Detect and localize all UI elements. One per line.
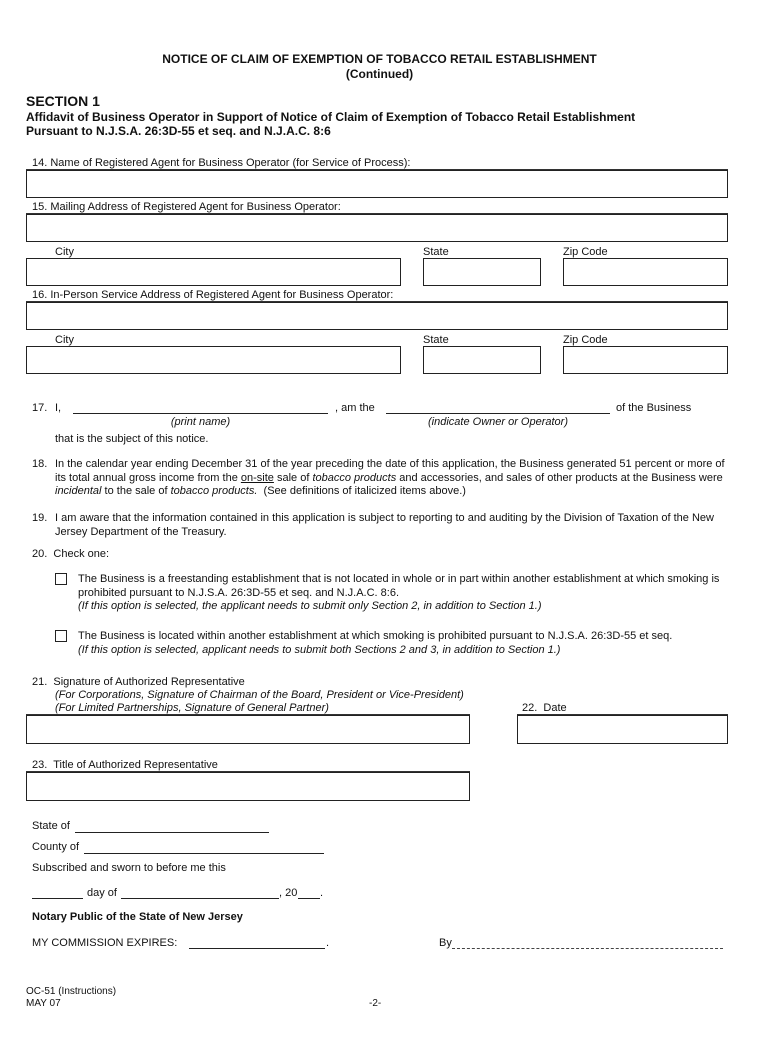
option2-note: (If this option is selected, applicant needs to submit both Sections 2 and 3, in addition to Section 1.) xyxy=(78,644,561,656)
registered-agent-name-field[interactable] xyxy=(26,170,728,198)
page-subtitle: (Continued) xyxy=(345,67,414,81)
year-line[interactable] xyxy=(298,886,320,899)
q18-text: In the calendar year ending December 31 of the year preceding the date of this application, the Business generated 51 percent or more of its total annual gross income from the on-site sale of tobacco products and accessories, and sales of other products at the Business were incidental to the sale of tobacco products. (See definitions of italicized items above.) xyxy=(55,458,725,497)
q21-note-corporations: (For Corporations, Signature of Chairman of the Board, President or Vice-President) xyxy=(55,689,464,701)
option2-text: The Business is located within another establishment at which smoking is prohibited pursuant to N.J.S.A. 26:3D-55 et seq. xyxy=(78,630,673,642)
q19-text: I am aware that the information contained in this application is subject to reporting to and auditing by the Division of Taxation of the New Jersey Department of the Treasury. xyxy=(55,512,714,538)
service-city-field[interactable] xyxy=(26,346,401,374)
service-zip-label: Zip Code xyxy=(563,334,608,346)
service-address-field[interactable] xyxy=(26,302,728,330)
county-of-label: County of xyxy=(32,841,80,853)
day-period: . xyxy=(320,887,324,899)
title-field[interactable] xyxy=(26,772,470,801)
mailing-address-field[interactable] xyxy=(26,214,728,242)
day-of-label: day of xyxy=(87,887,117,899)
owner-operator-line[interactable] xyxy=(386,400,610,414)
q21-note-partnerships: (For Limited Partnerships, Signature of General Partner) xyxy=(55,702,329,714)
service-zip-field[interactable] xyxy=(563,346,728,374)
mailing-city-label: City xyxy=(55,246,74,258)
page-title: NOTICE OF CLAIM OF EXEMPTION OF TOBACCO RETAIL ESTABLISHMENT xyxy=(162,52,597,66)
state-of-label: State of xyxy=(32,820,70,832)
q14-label: 14. Name of Registered Agent for Business Operator (for Service of Process): xyxy=(32,157,411,169)
form-date: MAY 07 xyxy=(26,998,61,1009)
option1-note: (If this option is selected, the applicant needs to submit only Section 2, in addition to Section 1.) xyxy=(78,600,542,612)
service-city-label: City xyxy=(55,334,74,346)
service-state-label: State xyxy=(423,334,449,346)
mailing-state-label: State xyxy=(423,246,449,258)
q16-label: 16. In-Person Service Address of Registered Agent for Business Operator: xyxy=(32,289,394,301)
mailing-zip-field[interactable] xyxy=(563,258,728,286)
mailing-zip-label: Zip Code xyxy=(563,246,608,258)
commission-period: . xyxy=(326,937,330,949)
month-line[interactable] xyxy=(121,886,279,899)
print-name-caption: (print name) xyxy=(170,416,231,428)
signature-field[interactable] xyxy=(26,715,470,744)
commission-label: MY COMMISSION EXPIRES: xyxy=(32,937,178,949)
county-of-line[interactable] xyxy=(84,841,324,854)
freestanding-checkbox[interactable] xyxy=(55,573,67,585)
q17-number: 17. xyxy=(32,402,48,414)
q21-label: 21. Signature of Authorized Representative xyxy=(32,676,245,688)
mailing-city-field[interactable] xyxy=(26,258,401,286)
q17-suffix: of the Business xyxy=(616,402,692,414)
print-name-line[interactable] xyxy=(73,400,328,414)
notary-title: Notary Public of the State of New Jersey xyxy=(32,911,243,923)
owner-operator-caption: (indicate Owner or Operator) xyxy=(428,416,568,428)
date-field[interactable] xyxy=(517,715,728,744)
form-id: OC-51 (Instructions) xyxy=(26,986,117,997)
section-heading: SECTION 1 xyxy=(26,93,100,109)
q17-prefix: I, xyxy=(55,402,62,414)
option1-text: The Business is a freestanding establishment that is not located in whole or in part within another establishment at which smoking is prohibited pursuant to N.J.S.A. 26:3D-55 et seq. and N.J.A.C. 8:6. xyxy=(78,573,720,599)
day-line[interactable] xyxy=(32,886,83,899)
q23-label: 23. Title of Authorized Representative xyxy=(32,759,218,771)
q20-label: 20. Check one: xyxy=(32,548,110,560)
by-signature-line[interactable] xyxy=(452,936,723,949)
service-state-field[interactable] xyxy=(423,346,541,374)
subscribed-text: Subscribed and sworn to before me this xyxy=(32,862,226,874)
located-within-checkbox[interactable] xyxy=(55,630,67,642)
section-description-line2: Pursuant to N.J.S.A. 26:3D-55 et seq. and N.J.A.C. 8:6 xyxy=(26,124,331,138)
page-number: -2- xyxy=(369,998,382,1009)
mailing-state-field[interactable] xyxy=(423,258,541,286)
q17-middle: , am the xyxy=(335,402,375,414)
year-prefix: , 20 xyxy=(279,887,298,899)
commission-expires-line[interactable] xyxy=(189,936,325,949)
state-of-line[interactable] xyxy=(75,820,269,833)
q17-continuation: that is the subject of this notice. xyxy=(55,433,209,445)
q22-label: 22. Date xyxy=(522,702,567,714)
by-label: By xyxy=(439,937,452,949)
q15-label: 15. Mailing Address of Registered Agent for Business Operator: xyxy=(32,201,341,213)
q19-number: 19. xyxy=(32,512,48,524)
q18-number: 18. xyxy=(32,458,48,470)
section-description-line1: Affidavit of Business Operator in Support of Notice of Claim of Exemption of Tobacco Retail Establishment xyxy=(26,110,636,124)
